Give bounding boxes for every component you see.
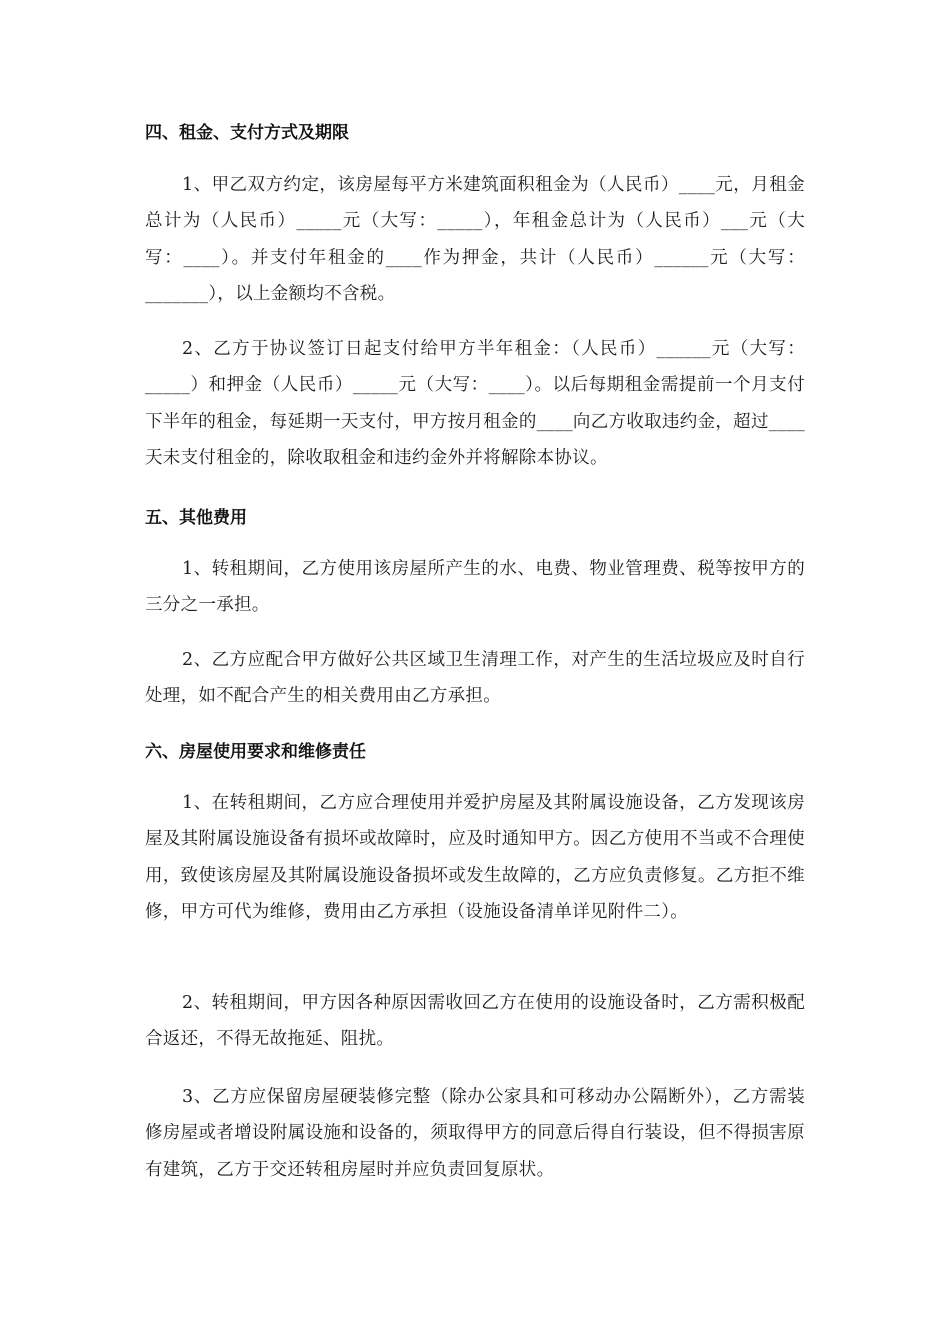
section-heading-usage-maintenance: 六、房屋使用要求和维修责任 xyxy=(145,742,366,762)
paragraph-maintenance-duty: 1、在转租期间，乙方应合理使用并爱护房屋及其附属设施设备，乙方发现该房屋及其附属设施设备有损坏或故障时，应及时通知甲方。因乙方使用不当或不合理使用，致使该房屋及其附属设施设备损坏或发生故障的，乙方应负责修复。乙方拒不维修，甲方可代为维修，费用由乙方承担（设施设备清单详见附件二）。 xyxy=(145,793,805,923)
section-heading-other-fees: 五、其他费用 xyxy=(145,508,247,528)
paragraph-equipment-return: 2、转租期间，甲方因各种原因需收回乙方在使用的设施设备时，乙方需积极配合返还，不得无故拖延、阻扰。 xyxy=(145,993,805,1050)
paragraph-cleaning-duty: 2、乙方应配合甲方做好公共区域卫生清理工作，对产生的生活垃圾应及时自行处理，如不配合产生的相关费用由乙方承担。 xyxy=(145,650,805,707)
paragraph-rent-amount: 1、甲乙双方约定，该房屋每平方米建筑面积租金为（人民币）____元，月租金总计为（人民币）_____元（大写：_____），年租金总计为（人民币）___元（大写：____）。并支付年租金的____作为押金，共计（人民币）______元（大写：_______），以上金额均不含税。 xyxy=(145,175,805,305)
paragraph-renovation-rules: 3、乙方应保留房屋硬装修完整（除办公家具和可移动办公隔断外），乙方需装修房屋或者增设附属设施和设备的，须取得甲方的同意后得自行装设，但不得损害原有建筑，乙方于交还转租房屋时并应负责回复原状。 xyxy=(145,1087,805,1180)
section-heading-rent-payment: 四、租金、支付方式及期限 xyxy=(145,123,349,143)
paragraph-utility-fees: 1、转租期间，乙方使用该房屋所产生的水、电费、物业管理费、税等按甲方的三分之一承担。 xyxy=(145,559,805,616)
paragraph-payment-schedule: 2、乙方于协议签订日起支付给甲方半年租金：（人民币）______元（大写：_____）和押金（人民币）_____元（大写：____）。以后每期租金需提前一个月支付下半年的租金，每延期一天支付，甲方按月租金的____向乙方收取违约金，超过____天未支付租金的，除收取租金和违约金外并将解除本协议。 xyxy=(145,339,805,469)
